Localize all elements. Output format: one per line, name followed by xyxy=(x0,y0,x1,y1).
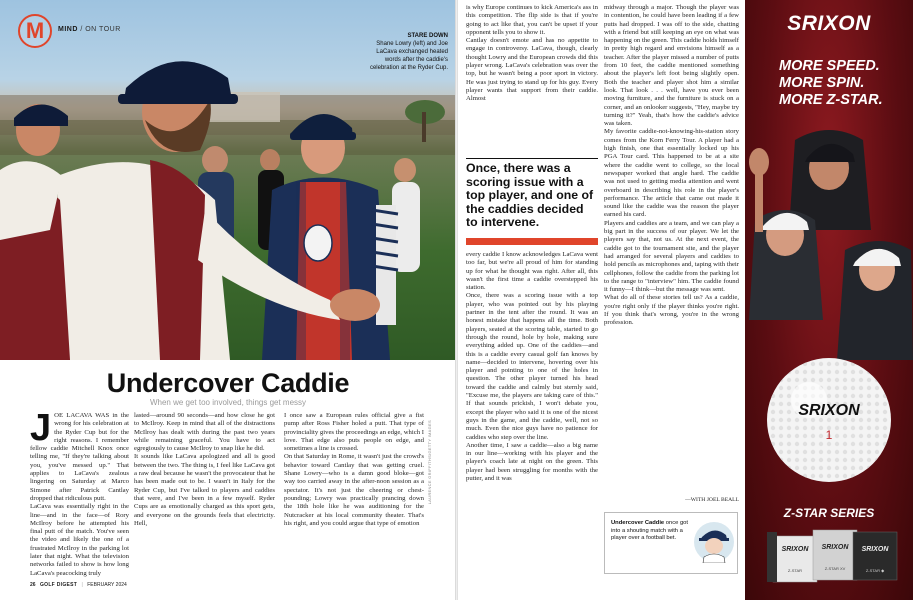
box-label-2: SRIXON xyxy=(821,544,849,551)
body-column-4b: every caddie I know acknowledges LaCava went too far, but we're all proud of him for standing up for what he thought was right. After all, this wasn't the first time a caddie overstepped his station. Once, there was a scoring issue with a top player, who was pointed out by his playing partner in the tent after the round. It was an honest mistake that happens all the time. Both players, seated at the scoring table, started to go through the round, hole by hole, making sure everything added up. One of the caddies—and this is a caddie every casual golf fan knows by name—decided to intervene, hovering over his player and pointing to one of the holes in question. The other player turned his head toward the caddie and calmly but sternly said, "Excuse me, the players are taking care of this." If that sounds prickish, I won't debate you, except the player who said it is one of the nicest guys in the game, and the caddie, well, not so much. Even the nice guys have no patience for caddies who step over the line. Another time, I saw a caddie—also a big name in our line—working with his player and the player's coach late at night on the green. This player had been struggling for months with the putter, and it was xyxy=(466,251,598,483)
ad-line-1: MORE SPEED. xyxy=(779,58,880,74)
pullquote-rule xyxy=(466,158,598,159)
ad-line-3: MORE Z-STAR. xyxy=(779,92,883,108)
body-column-3: I once saw a European rules official give a fist pump after Ross Fisher holed a putt. That type of provinciality gives the proceedings an edge, which I love. That edge also puts people on edge, and sometimes a line is crossed. On that Saturday in Rome, it wasn't just the crowd's behavior toward Cantlay that was getting cruel. Shane Lowry—who is a damn good bloke—got way too carried away in the after-noon session as a spectator. It's not just the cheering or chest-pounding; Lowry was practically prancing down the 18th hole like he was auditioning for the Nutcracker at his local community theater. That's his right, and you could argue that type of emotion xyxy=(284,412,424,527)
sidebar-body: once got into a shouting match with a player over a football bet. xyxy=(611,520,689,542)
section-name: MIND xyxy=(58,26,78,33)
caption-lead: STARE DOWN xyxy=(407,33,448,39)
ball-brand-text: SRIXON xyxy=(798,402,860,419)
body-column-1 xyxy=(30,407,129,578)
box-sublabel-2: Z-STAR XV xyxy=(824,566,846,571)
srixon-advertisement[interactable] xyxy=(745,0,913,600)
sidebar-box xyxy=(604,512,738,574)
body-text-1: OE LACAVA WAS in the wrong for his celebration at the Ryder Cup but for the right reasons. I remember fellow caddie Mitchell Knox once telling me, "If they're talking about you, you've messed up." That applies to LaCava's zealous lingering on Saturday at Marco Simone after Patrick Cantlay dropped that ridiculous putt. LaCava was essentially right in the line—and in the face—of Rory McIlroy before he attempted his final putt of the match. You've seen the video and likely the one of a frustrated McIlroy in the parking lot later that night. What the television networks failed to show is how long LaCava's peacocking truly xyxy=(30,412,129,577)
section-label xyxy=(58,26,121,33)
caddie-illustration-icon xyxy=(693,521,735,563)
ball-box-1 xyxy=(767,532,817,582)
article-headline: Undercover Caddie xyxy=(106,368,350,398)
body-column-4: is why Europe continues to kick America's ass in this competition. The flip side is that if you're going to act like that, you can't be upset if your opponent tells you to show it. Cantlay doesn't emote and has no appetite to engage in controversy. LaCava, though, clearly thought Lowry and the European crowds did this player wrong. LaCava's celebration was over the top, but he wasn't being a poor sport in victory. He was just trying to stand up for his guy. Every player wants that support from their caddie. Almost xyxy=(466,4,598,103)
right-page xyxy=(458,0,745,600)
article-dek: When we get too involved, things get messy xyxy=(149,398,307,407)
ad-line-2: MORE SPIN. xyxy=(779,75,865,91)
pullquote-accent-bar xyxy=(466,238,598,245)
pull-quote: Once, there was a scoring issue with a top player, and one of the caddies decided to intervene. xyxy=(466,161,594,229)
ad-player-3 xyxy=(837,241,913,360)
publication-name: GOLF DIGEST xyxy=(39,582,78,588)
box-sublabel-1: Z-STAR xyxy=(787,568,803,573)
box-label-1: SRIXON xyxy=(781,546,809,553)
article-signoff: —WITH JOEL BEALL xyxy=(685,497,739,503)
ball-number: 1 xyxy=(825,428,833,442)
drop-cap: J xyxy=(30,407,52,449)
section-subname: ON TOUR xyxy=(85,26,121,33)
left-page xyxy=(0,0,456,600)
ad-series-title: Z-STAR SERIES xyxy=(783,506,875,520)
hero-photo xyxy=(0,0,456,360)
issue-date: FEBRUARY 2024 xyxy=(87,582,127,588)
ad-brand-logo: SRIXON xyxy=(787,12,871,35)
folio-separator: | xyxy=(81,582,83,588)
section-separator: / xyxy=(80,26,86,33)
golf-ball-icon xyxy=(767,358,891,482)
caption-text: Shane Lowry (left) and Joe LaCava exchanged heated words after the caddie's celebration at the Ryder Cup. xyxy=(369,41,448,71)
ball-box-2 xyxy=(813,530,857,580)
box-sublabel-3: Z-STAR ◆ xyxy=(865,568,885,573)
section-logo: M xyxy=(18,14,52,48)
sidebar-title: Undercover Caddie xyxy=(611,520,665,526)
page-number: 26 xyxy=(30,582,36,588)
body-column-2: lasted—around 90 seconds—and how close he got to McIlroy. Keep in mind that all of the distractions McIlroy has dealt with during the past two years while remaining graceful. You have to act egregiously to cause McIlroy to snap like he did. It sounds like LaCava apologized and all is good between the two. The thing is, I feel like LaCava got a raw deal because he wasn't the provocateur that he has been made out to be. I wasn't in Italy for the Ryder Cup, but I've talked to players and caddies that were, and I've been in a few myself. Ryder Cups are as emotionally charged as this sport gets, and everyone on the grounds feels that electricity. Hell, xyxy=(134,412,275,527)
body-column-5: midway through a major. Though the player was in contention, he could have been leading if a few putts had dropped. I was off to the side, chatting with a friend but still keeping an eye on what was happening on the green. This caddie holds himself in pretty high regard and envisions himself as a teacher. After the player missed a number of putts from 10 feet, the caddie mentioned something about the player's left foot being slightly open. Both the teacher and player shot him a similar look. That look . . . well, have you ever been moving furniture, and the furniture is stuck on a corner, and an onlooker suggests, "Hey, maybe try turning it?" Yeah, that's how the caddie's advice was taken. My favorite caddie-not-knowing-his-station story comes from the Korn Ferry Tour. A player had a high finish, one that essentially locked up his PGA Tour card. This happened to be at a site where the caddie went to college, so the local newspaper worked that angle hard. The caddie was not used to getting media attention and went overboard in describing his role in the player's performance. The article that came out made it sound like the caddie was the reason the player earned his card. Players and caddies are a team, and we can play a big part in the success of our player. We let the players say that, not us. At the next event, the caddie got to the tournament site, and the player had arranged for several players and caddies to hold pencils as microphones and, taping with their cellphones, follow the caddie from the parking lot to the range to "interview" him. The caddie found it funny—I think—but the message was sent. What do all of these stories tell us? As a caddie, you're right only if the player thinks you're right. If you think that's wrong, you're in the wrong profession. xyxy=(604,4,739,327)
folio xyxy=(30,582,127,588)
photo-caption xyxy=(360,32,448,72)
sidebar-text xyxy=(611,520,691,543)
box-label-3: SRIXON xyxy=(861,546,889,553)
photo-credit: LAURENCE GRIFFITHS/GETTY IMAGES xyxy=(427,420,432,505)
